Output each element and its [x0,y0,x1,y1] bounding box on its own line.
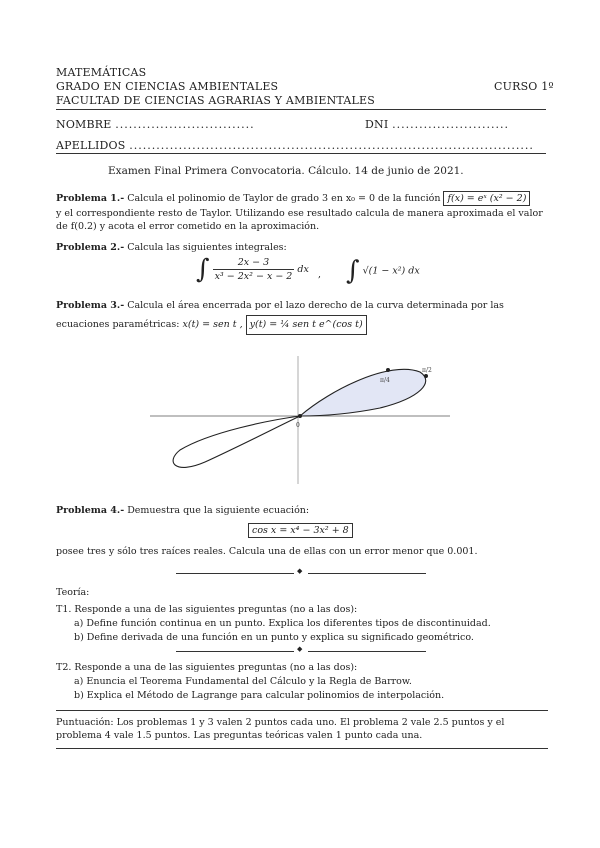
problem4-equation-box: cos x = x⁴ − 3x² + 8 [248,523,353,538]
problem4-text-b: posee tres y sólo tres raíces reales. Calcula una de ellas con un error menor que 0.001. [56,546,478,557]
problem4-equation [248,523,353,538]
integral-1-dx: dx [297,264,309,275]
problem4-label: Problema 4.- [56,505,125,516]
dni-field[interactable]: .......................... [392,118,510,131]
faculty-title: FACULTAD DE CIENCIAS AGRARIAS Y AMBIENTALES [56,94,375,107]
t1-option-b: b) Define derivada de una función en un punto y explica su significado geométrico. [74,632,474,643]
t1-option-a: a) Define función continua en un punto. Explica los diferentes tipos de discontinuidad. [74,618,491,629]
integral-1-numerator: 2x − 3 [213,256,295,270]
problem2-text: Calcula las siguientes integrales: [127,242,287,253]
integral-sign-icon: ∫ [196,254,210,285]
header-rule [56,109,546,110]
exam-title: Examen Final Primera Convocatoria. Cálculo. 14 de junio de 2021. [108,165,464,177]
scoring-note: Puntuación: Los problemas 1 y 3 valen 2 puntos cada uno. El problema 2 vale 2.5 puntos y el problema 4 vale 1.5 puntos. Las preguntas teóricas valen 1 punto cada una. [56,717,505,741]
problem2-label: Problema 2.- [56,242,125,253]
divider-left [176,573,294,574]
integral-1-denominator: x³ − 2x² − x − 2 [214,271,293,282]
name-field[interactable]: ............................... [115,118,255,131]
t2-option-a: a) Enuncia el Teorema Fundamental del Cálculo y la Regla de Barrow. [74,676,412,687]
surname-label: APELLIDOS [56,139,126,152]
name-field-label [56,118,255,131]
label-zero: 0 [296,422,300,429]
dni-label: DNI [365,118,389,131]
integral-2-expr: √(1 − x²) dx [362,265,420,277]
integral-separator: , [318,269,322,280]
divider-right-2 [308,651,426,652]
problem3-eq-x: x(t) = sen t , [182,319,243,330]
t2-head: T2. Responde a una de las siguientes preguntas (no a las dos): [56,662,358,673]
divider-dot-icon: ◆ [297,567,303,575]
divider-left-2 [176,651,294,652]
divider-right [308,573,426,574]
problem1-text: Calcula el polinomio de Taylor de grado 3 en x₀ = 0 de la función [127,193,441,204]
right-loop [300,369,426,416]
integral-1-fraction [213,256,295,283]
subject-title: MATEMÁTICAS [56,66,147,79]
divider-dot-icon: ◆ [297,645,303,653]
theory-title: Teoría: [56,587,90,598]
label-pi-4: π/4 [380,377,390,384]
problem4-text: Demuestra que la siguiente ecuación: [127,505,310,516]
dni-field-label [365,118,509,131]
problem4-line [56,504,309,517]
problem1-line [56,191,530,206]
problem3-desc: Calcula el área encerrada por el lazo derecho de la curva determinada por las ecuaciones paramétricas: [56,300,504,330]
surname-field-label [56,139,534,152]
problem1-text-b: y el correspondiente resto de Taylor. Utilizando ese resultado calcula de manera aproximada el valor de f(0.2) y acota el error cometido en la aproximación. [56,208,543,232]
header-rule-2 [56,153,546,154]
integral-sign-icon: ∫ [346,256,360,286]
right-point [424,374,428,378]
problem3-text [56,297,548,335]
origin-point [298,414,302,418]
problem1-label: Problema 1.- [56,193,125,204]
parametric-curve-figure [150,350,450,490]
t2-option-b: b) Explica el Método de Lagrange para calcular polinomios de interpolación. [74,690,445,701]
problem3-eq-y: y(t) = ¼ sen t e^(cos t) [246,315,367,335]
left-loop [173,416,300,467]
label-pi-2: π/2 [422,367,432,374]
problem1-formula: f(x) = eˣ (x² − 2) [443,191,530,206]
scoring-rule-bottom [56,748,548,749]
mid-point [386,368,390,372]
problem3-label: Problema 3.- [56,300,125,311]
name-label: NOMBRE [56,118,112,131]
t1-head: T1. Responde a una de las siguientes preguntas (no a las dos): [56,604,358,615]
problem2-line [56,241,287,254]
scoring-rule-top [56,710,548,711]
integral-2 [346,258,420,284]
surname-field[interactable]: .......................................................................................... [129,139,534,152]
integral-1 [196,256,309,283]
degree-title: GRADO EN CIENCIAS AMBIENTALES [56,80,279,93]
course-label: CURSO 1º [494,80,554,93]
